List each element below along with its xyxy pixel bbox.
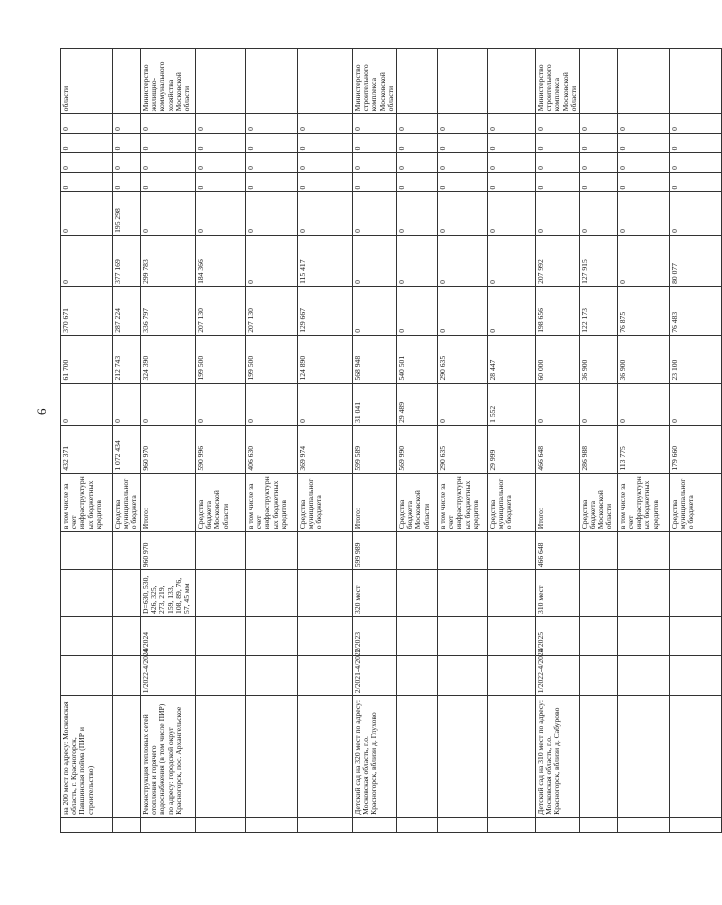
cell-cost — [579, 532, 617, 570]
table-row — [246, 49, 298, 833]
cell-period: 1/2022-4/2024 — [535, 656, 579, 696]
cell-y2023: 0 — [535, 383, 579, 425]
cell-y2026: 127 915 — [579, 235, 617, 286]
cell-cost — [437, 532, 487, 570]
cell-y2023: 0 — [579, 383, 617, 425]
cell-commission — [61, 616, 113, 655]
cell-cost — [487, 532, 535, 570]
cell-customer: области — [61, 49, 113, 114]
cell-commission — [196, 616, 246, 655]
cell-y2027: 0 — [617, 192, 669, 235]
cell-funding: в том числе за счет инфраструктурных бюджетных кредитов — [437, 473, 487, 532]
cell-c4: 0 — [437, 114, 487, 134]
cell-y2024: 36 900 — [579, 335, 617, 383]
cell-y2027: 0 — [437, 192, 487, 235]
cell-c1: 0 — [298, 172, 353, 192]
cell-y2023: 0 — [669, 383, 721, 425]
cell-y2023: 0 — [113, 383, 141, 425]
cell-y2026: 0 — [246, 235, 298, 286]
cell-y2026: 0 — [617, 235, 669, 286]
cell-y2023: 29 489 — [396, 383, 437, 425]
cell-y2027: 195 298 — [113, 192, 141, 235]
cell-y2024: 28 447 — [487, 335, 535, 383]
cell-y2024: 61 700 — [61, 335, 113, 383]
cell-y2023: 0 — [298, 383, 353, 425]
cell-y2026: 80 077 — [669, 235, 721, 286]
cell-power — [617, 570, 669, 617]
cell-cost: 466 648 — [535, 532, 579, 570]
cell-total: 369 974 — [298, 425, 353, 473]
cell-y2025: 76 483 — [669, 286, 721, 335]
cell-name — [487, 696, 535, 818]
cell-total: 590 996 — [196, 425, 246, 473]
cell-funding: Средства муниципального бюджета — [487, 473, 535, 532]
table-row — [396, 49, 437, 833]
cell-name — [669, 696, 721, 818]
cell-name — [396, 696, 437, 818]
cell-cost — [669, 532, 721, 570]
cell-c3: 0 — [617, 133, 669, 153]
cell-customer: Министерство строительного комплекса Московской области — [535, 49, 579, 114]
cell-total: 29 999 — [487, 425, 535, 473]
cell-power — [396, 570, 437, 617]
cell-y2024: 199 500 — [246, 335, 298, 383]
cell-period — [246, 656, 298, 696]
cell-no — [437, 817, 487, 832]
cell-c3: 0 — [579, 133, 617, 153]
cell-funding: Средства муниципального бюджета — [298, 473, 353, 532]
cell-y2024: 324 390 — [141, 335, 196, 383]
cell-customer — [487, 49, 535, 114]
cell-y2027: 0 — [298, 192, 353, 235]
cell-y2025: 129 667 — [298, 286, 353, 335]
cell-y2024: 212 743 — [113, 335, 141, 383]
cell-cost: 960 970 — [141, 532, 196, 570]
cell-c3: 0 — [113, 133, 141, 153]
cell-y2026: 0 — [437, 235, 487, 286]
table-row — [535, 49, 579, 833]
cell-c4: 0 — [535, 114, 579, 134]
cell-y2027: 0 — [196, 192, 246, 235]
cell-period — [487, 656, 535, 696]
cell-funding: Средства бюджета Московской области — [579, 473, 617, 532]
cell-customer — [669, 49, 721, 114]
cell-name — [298, 696, 353, 818]
cell-y2025: 0 — [437, 286, 487, 335]
cell-period — [113, 656, 141, 696]
table-row — [669, 49, 721, 833]
cell-total: 286 988 — [579, 425, 617, 473]
cell-y2025: 198 656 — [535, 286, 579, 335]
cell-y2025: 0 — [353, 286, 397, 335]
cell-c4: 0 — [669, 114, 721, 134]
cell-name — [246, 696, 298, 818]
investment-program-table — [60, 48, 722, 833]
cell-cost — [298, 532, 353, 570]
cell-c3: 0 — [669, 133, 721, 153]
rotated-table-container — [60, 48, 696, 833]
cell-total: 432 371 — [61, 425, 113, 473]
cell-period — [579, 656, 617, 696]
cell-funding: Средства муниципального бюджета — [669, 473, 721, 532]
cell-y2023: 0 — [196, 383, 246, 425]
cell-c1: 0 — [579, 172, 617, 192]
cell-c3: 0 — [437, 133, 487, 153]
cell-cost — [617, 532, 669, 570]
cell-funding: в том числе за счет инфраструктурных бюджетных кредитов — [246, 473, 298, 532]
cell-c3: 0 — [141, 133, 196, 153]
cell-y2025: 207 130 — [246, 286, 298, 335]
table-row — [298, 49, 353, 833]
cell-power — [487, 570, 535, 617]
cell-c3: 0 — [61, 133, 113, 153]
cell-y2023: 0 — [617, 383, 669, 425]
cell-funding: Средства бюджета Московской области — [396, 473, 437, 532]
cell-y2026: 0 — [396, 235, 437, 286]
table-row — [353, 49, 397, 833]
cell-y2024: 23 100 — [669, 335, 721, 383]
cell-period: 1/2022-4/2024 — [141, 656, 196, 696]
cell-c3: 0 — [535, 133, 579, 153]
cell-c3: 0 — [487, 133, 535, 153]
cell-c4: 0 — [246, 114, 298, 134]
cell-power — [298, 570, 353, 617]
cell-c2: 0 — [579, 153, 617, 173]
cell-commission — [113, 616, 141, 655]
cell-y2027: 0 — [246, 192, 298, 235]
cell-no — [298, 817, 353, 832]
table-row — [141, 49, 196, 833]
cell-y2026: 207 992 — [535, 235, 579, 286]
cell-no — [196, 817, 246, 832]
cell-c2: 0 — [196, 153, 246, 173]
cell-no — [617, 817, 669, 832]
cell-y2026: 184 366 — [196, 235, 246, 286]
cell-funding: Средства бюджета Московской области — [196, 473, 246, 532]
cell-y2027: 0 — [353, 192, 397, 235]
cell-y2024: 124 890 — [298, 335, 353, 383]
cell-y2023: 0 — [141, 383, 196, 425]
cell-name: Детский сад на 310 мест по адресу: Московская область, г.о. Красногорск, вблизи д. Сабурово — [535, 696, 579, 818]
cell-commission — [437, 616, 487, 655]
cell-power — [113, 570, 141, 617]
cell-y2025: 207 130 — [196, 286, 246, 335]
cell-c1: 0 — [196, 172, 246, 192]
cell-total: 466 648 — [535, 425, 579, 473]
cell-c3: 0 — [396, 133, 437, 153]
cell-y2027: 0 — [579, 192, 617, 235]
cell-commission — [246, 616, 298, 655]
cell-total: 1 072 434 — [113, 425, 141, 473]
cell-power: 320 мест — [353, 570, 397, 617]
cell-y2025: 336 797 — [141, 286, 196, 335]
table-row — [487, 49, 535, 833]
cell-no — [669, 817, 721, 832]
cell-c3: 0 — [196, 133, 246, 153]
cell-funding: Итого: — [535, 473, 579, 532]
cell-cost — [396, 532, 437, 570]
cell-c2: 0 — [535, 153, 579, 173]
cell-y2023: 31 041 — [353, 383, 397, 425]
cell-y2027: 0 — [141, 192, 196, 235]
cell-customer: Министерство жилищно-коммунального хозяйства Московской области — [141, 49, 196, 114]
page-number: 6 — [34, 408, 49, 415]
cell-y2025: 287 224 — [113, 286, 141, 335]
cell-c2: 0 — [396, 153, 437, 173]
cell-c3: 0 — [353, 133, 397, 153]
cell-customer — [617, 49, 669, 114]
cell-funding: Итого: — [141, 473, 196, 532]
cell-no — [353, 817, 397, 832]
cell-customer — [298, 49, 353, 114]
table-body — [61, 49, 722, 833]
cell-cost — [246, 532, 298, 570]
cell-funding: в том числе за счет инфраструктурных бюджетных кредитов — [61, 473, 113, 532]
cell-y2023: 0 — [437, 383, 487, 425]
cell-commission — [617, 616, 669, 655]
cell-c2: 0 — [113, 153, 141, 173]
cell-customer — [437, 49, 487, 114]
cell-y2024: 199 500 — [196, 335, 246, 383]
cell-total: 599 589 — [353, 425, 397, 473]
cell-c1: 0 — [617, 172, 669, 192]
cell-c1: 0 — [61, 172, 113, 192]
cell-y2026: 0 — [353, 235, 397, 286]
cell-customer — [196, 49, 246, 114]
cell-y2023: 0 — [61, 383, 113, 425]
cell-c2: 0 — [669, 153, 721, 173]
table-row — [113, 49, 141, 833]
cell-c4: 0 — [196, 114, 246, 134]
cell-customer — [579, 49, 617, 114]
cell-commission: 1/2025 — [535, 616, 579, 655]
cell-c1: 0 — [141, 172, 196, 192]
cell-period — [196, 656, 246, 696]
cell-y2025: 122 173 — [579, 286, 617, 335]
cell-total: 113 775 — [617, 425, 669, 473]
cell-name: Детский сад на 320 мест по адресу: Московская область, г.о. Красногорск, вблизи д. Глухово — [353, 696, 397, 818]
cell-y2025: 0 — [396, 286, 437, 335]
cell-name: на 200 мест по адресу: Московская область, г. Красногорск, Павшинская пойма (ПИР и строительство) — [61, 696, 113, 818]
cell-c2: 0 — [437, 153, 487, 173]
cell-y2026: 377 169 — [113, 235, 141, 286]
cell-y2025: 76 875 — [617, 286, 669, 335]
cell-c4: 0 — [61, 114, 113, 134]
cell-y2024: 36 900 — [617, 335, 669, 383]
cell-c1: 0 — [113, 172, 141, 192]
cell-c4: 0 — [579, 114, 617, 134]
cell-c3: 0 — [298, 133, 353, 153]
cell-total: 290 635 — [437, 425, 487, 473]
cell-y2027: 0 — [487, 192, 535, 235]
cell-c4: 0 — [113, 114, 141, 134]
cell-period — [396, 656, 437, 696]
cell-c1: 0 — [669, 172, 721, 192]
cell-c4: 0 — [141, 114, 196, 134]
cell-c2: 0 — [617, 153, 669, 173]
cell-total: 569 990 — [396, 425, 437, 473]
cell-no — [141, 817, 196, 832]
cell-power: 310 мест — [535, 570, 579, 617]
cell-y2024: 540 501 — [396, 335, 437, 383]
cell-power — [437, 570, 487, 617]
cell-total: 960 970 — [141, 425, 196, 473]
cell-y2027: 0 — [396, 192, 437, 235]
cell-no — [396, 817, 437, 832]
cell-name — [196, 696, 246, 818]
cell-name — [437, 696, 487, 818]
cell-y2026: 115 417 — [298, 235, 353, 286]
cell-funding: Итого: — [353, 473, 397, 532]
cell-funding: в том числе за счет инфраструктурных бюджетных кредитов — [617, 473, 669, 532]
table-row — [617, 49, 669, 833]
cell-power: D=630, 530, 426, 325, 273, 219, 159, 133, 108, 89, 76, 57, 45 мм — [141, 570, 196, 617]
cell-y2024: 568 948 — [353, 335, 397, 383]
cell-no — [487, 817, 535, 832]
cell-c4: 0 — [487, 114, 535, 134]
cell-customer — [113, 49, 141, 114]
cell-power — [579, 570, 617, 617]
cell-commission — [669, 616, 721, 655]
cell-y2025: 0 — [487, 286, 535, 335]
cell-period — [437, 656, 487, 696]
cell-funding: Средства муниципального бюджета — [113, 473, 141, 532]
cell-y2027: 0 — [61, 192, 113, 235]
cell-no — [535, 817, 579, 832]
cell-total: 406 630 — [246, 425, 298, 473]
cell-cost — [196, 532, 246, 570]
cell-name — [113, 696, 141, 818]
cell-no — [61, 817, 113, 832]
cell-power — [61, 570, 113, 617]
cell-power — [196, 570, 246, 617]
cell-c2: 0 — [353, 153, 397, 173]
cell-y2023: 0 — [246, 383, 298, 425]
cell-cost — [61, 532, 113, 570]
cell-period — [298, 656, 353, 696]
cell-y2025: 370 671 — [61, 286, 113, 335]
cell-c1: 0 — [353, 172, 397, 192]
cell-y2024: 60 000 — [535, 335, 579, 383]
cell-customer: Министерство строительного комплекса Московской области — [353, 49, 397, 114]
cell-commission — [579, 616, 617, 655]
cell-y2026: 0 — [61, 235, 113, 286]
cell-power — [246, 570, 298, 617]
table-row — [196, 49, 246, 833]
cell-period — [669, 656, 721, 696]
cell-c4: 0 — [353, 114, 397, 134]
cell-y2026: 299 783 — [141, 235, 196, 286]
cell-c2: 0 — [246, 153, 298, 173]
cell-c1: 0 — [487, 172, 535, 192]
table-row — [437, 49, 487, 833]
table-row — [61, 49, 113, 833]
cell-c1: 0 — [246, 172, 298, 192]
cell-c2: 0 — [61, 153, 113, 173]
cell-c2: 0 — [487, 153, 535, 173]
cell-name — [579, 696, 617, 818]
cell-period — [617, 656, 669, 696]
cell-y2026: 0 — [487, 235, 535, 286]
cell-name: Реконструкция тепловых сетей отопления и горячего водоснабжения (в том числе ПИР) по адресу: городской округ Красногорск, пос. Архангельское — [141, 696, 196, 818]
cell-c4: 0 — [396, 114, 437, 134]
cell-power — [669, 570, 721, 617]
cell-y2027: 0 — [535, 192, 579, 235]
cell-y2027: 0 — [669, 192, 721, 235]
cell-c4: 0 — [617, 114, 669, 134]
table-row — [579, 49, 617, 833]
cell-no — [246, 817, 298, 832]
cell-cost — [113, 532, 141, 570]
cell-period: 2/2021-4/2022 — [353, 656, 397, 696]
cell-c1: 0 — [535, 172, 579, 192]
cell-period — [61, 656, 113, 696]
cell-c2: 0 — [298, 153, 353, 173]
cell-commission — [298, 616, 353, 655]
cell-customer — [246, 49, 298, 114]
cell-cost: 599 989 — [353, 532, 397, 570]
cell-c4: 0 — [298, 114, 353, 134]
cell-no — [579, 817, 617, 832]
cell-total: 179 660 — [669, 425, 721, 473]
cell-commission: 1/2023 — [353, 616, 397, 655]
cell-no — [113, 817, 141, 832]
cell-commission — [396, 616, 437, 655]
cell-y2023: 1 552 — [487, 383, 535, 425]
cell-y2024: 290 635 — [437, 335, 487, 383]
cell-commission: 4/2024 — [141, 616, 196, 655]
cell-c1: 0 — [437, 172, 487, 192]
cell-name — [617, 696, 669, 818]
cell-customer — [396, 49, 437, 114]
cell-c1: 0 — [396, 172, 437, 192]
cell-c3: 0 — [246, 133, 298, 153]
cell-c2: 0 — [141, 153, 196, 173]
cell-commission — [487, 616, 535, 655]
